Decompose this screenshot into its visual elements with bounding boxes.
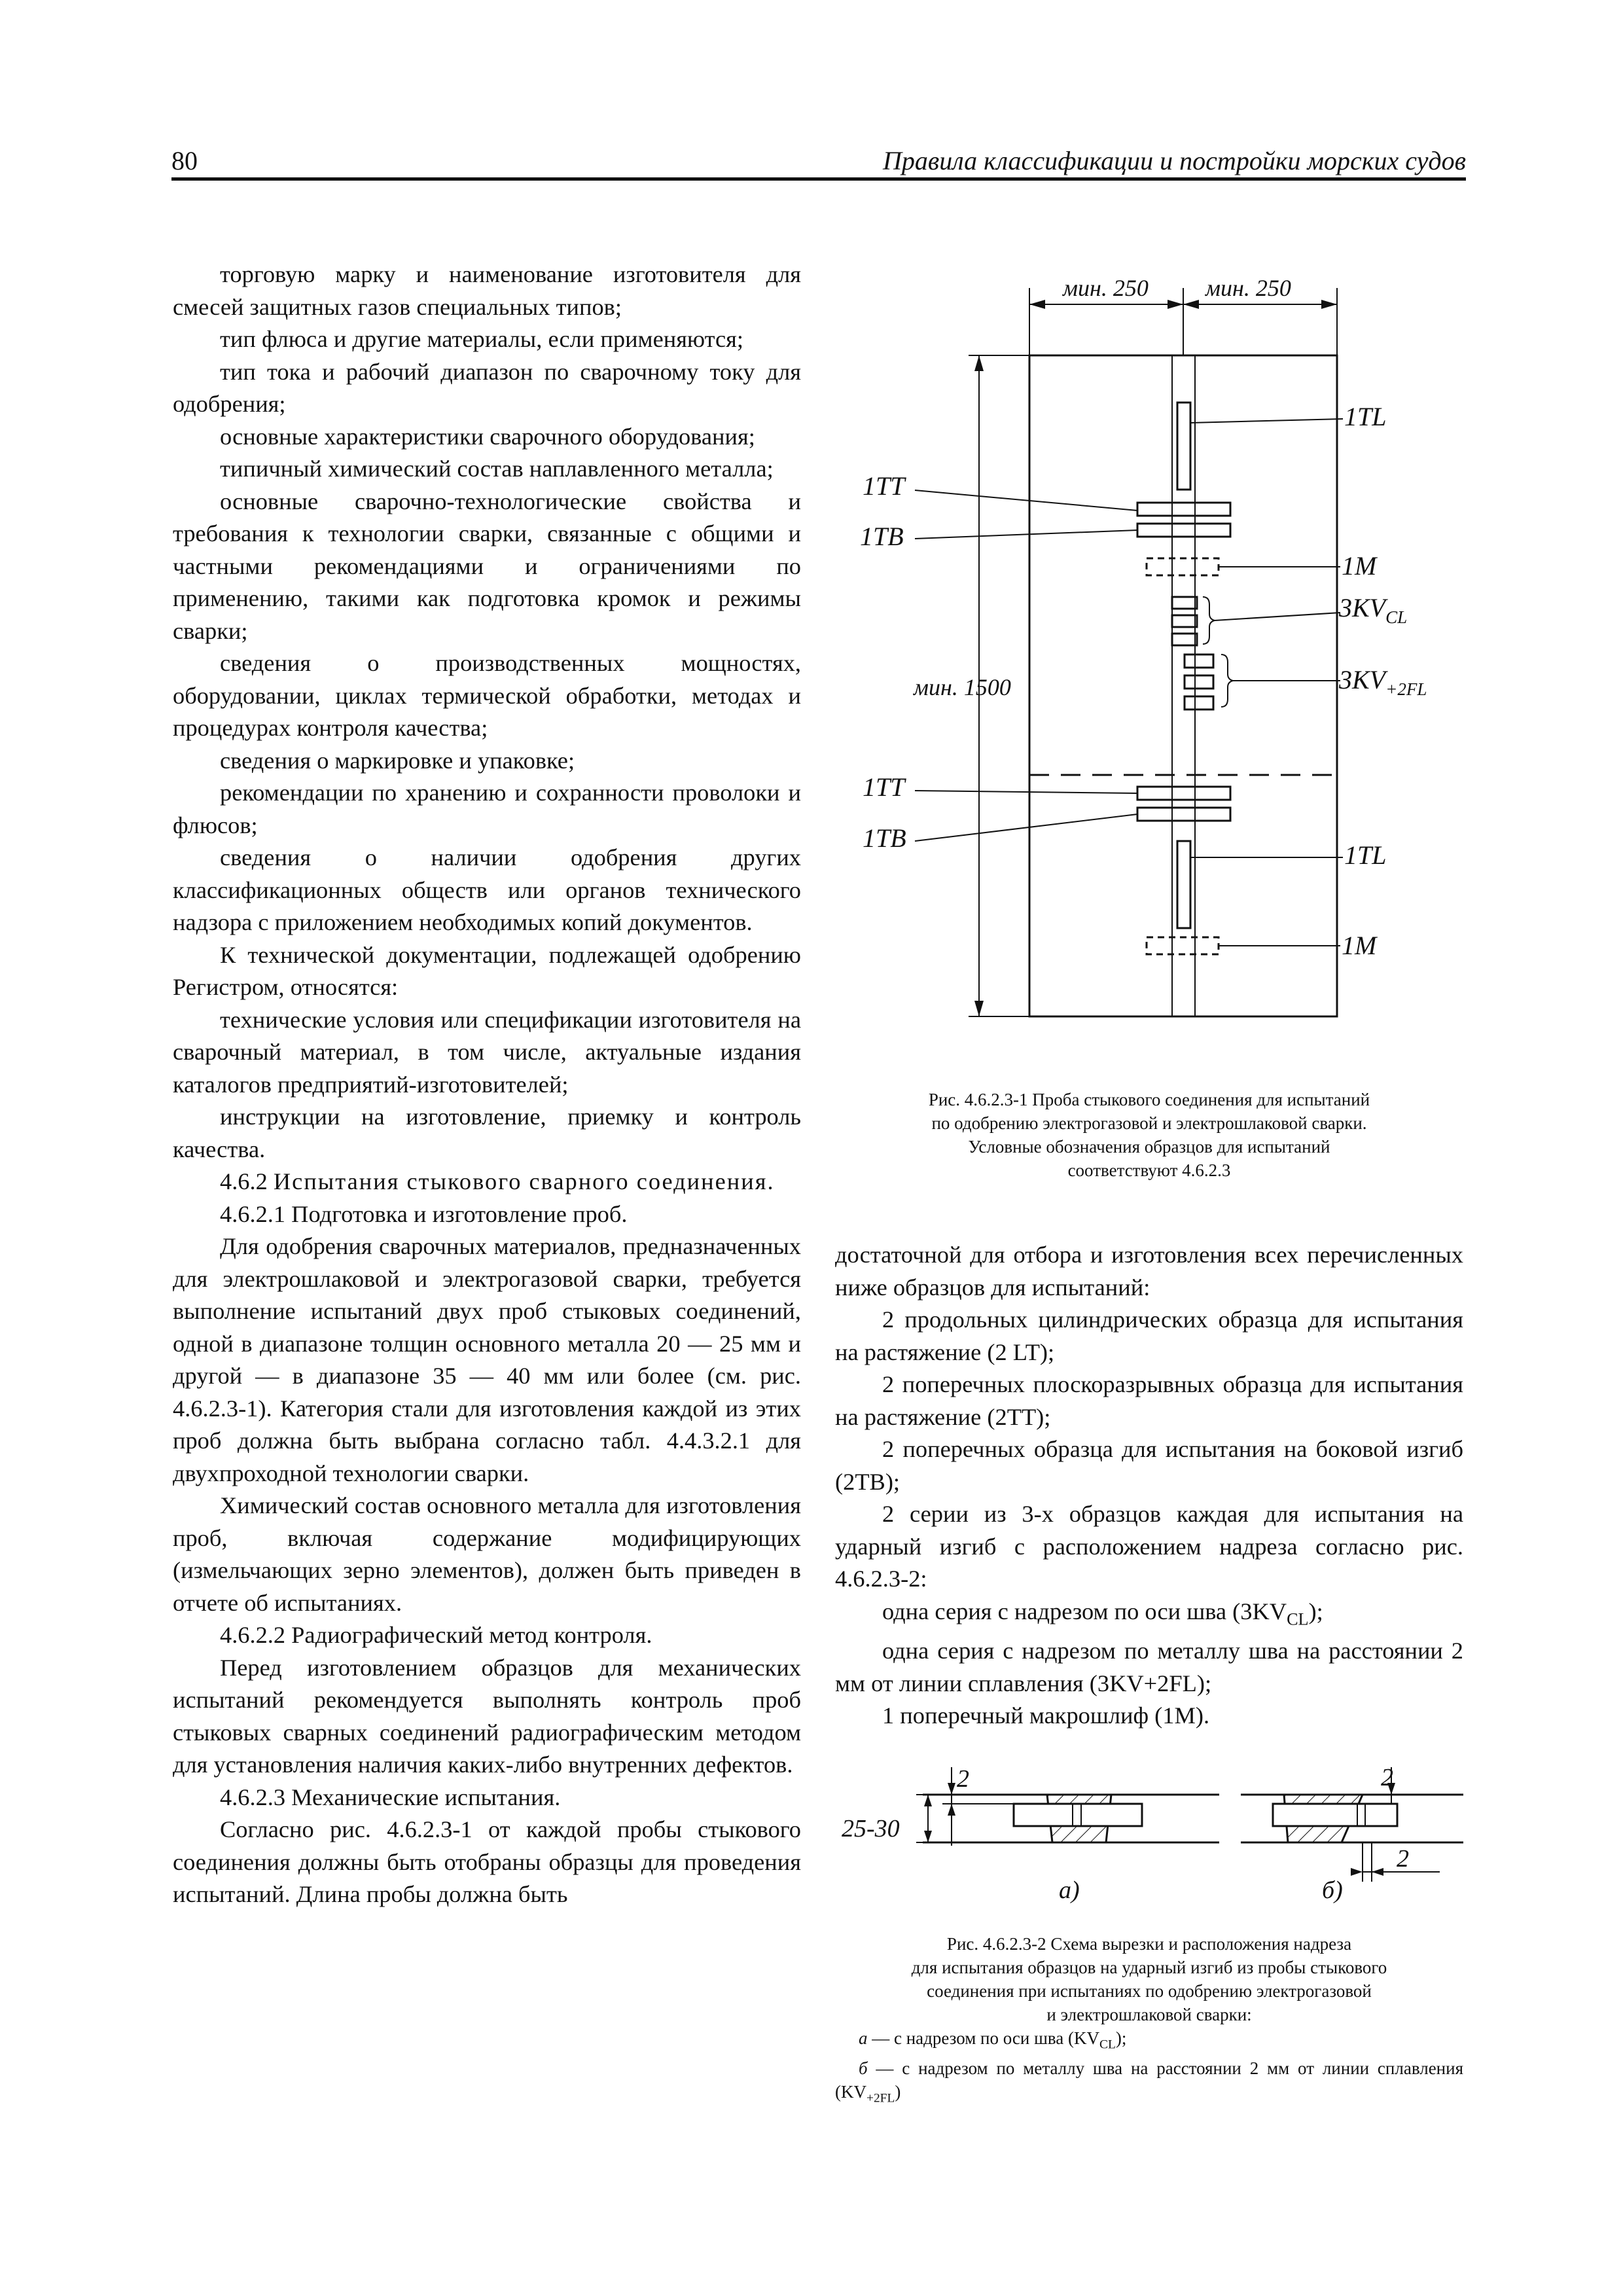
- label-1tl-top: 1TL: [1344, 402, 1387, 431]
- figure-butt-joint-specimen: [835, 259, 1463, 1077]
- label-1tt-bottom: 1TT: [863, 772, 905, 802]
- paragraph: К технической документации, подлежащей одобрению Регистром, относятся:: [173, 941, 801, 1000]
- variant-a-label: а): [1059, 1876, 1080, 1904]
- paragraph: 4.6.2.2 Радиографический метод контроля.: [220, 1622, 652, 1648]
- variant-b-label: б): [1322, 1876, 1343, 1904]
- header-rule: [171, 177, 1466, 181]
- paragraph: Химический состав основного металла для изготовления проб, включая содержание модифицирующих (измельчающих зерно элементов), должен быть приведен в отчете об испытаниях.: [173, 1492, 801, 1616]
- label-1tl-bottom: 1TL: [1344, 840, 1387, 870]
- dim-b-top-label: 2: [1381, 1764, 1393, 1791]
- paragraph: инструкции на изготовление, приемку и контроль качества.: [173, 1103, 801, 1162]
- page-header: [171, 145, 1466, 182]
- caption-line: и электрошлаковой сварки:: [1046, 2005, 1252, 2024]
- caption-line: Рис. 4.6.2.3-1 Проба стыкового соединения для испытаний: [928, 1090, 1370, 1109]
- paragraph: одна серия с надрезом по оси шва $(3KV_{CL})$;: [882, 1598, 1323, 1628]
- brace-kv-cl: [1203, 597, 1215, 644]
- paragraph: одна серия с надрезом по металлу шва на расстоянии 2 мм от линии сплавления (3KV+2FL);: [835, 1638, 1463, 1696]
- dim-thickness-label: 25-30: [842, 1815, 900, 1842]
- specimen-kv-2fl-2: [1185, 675, 1213, 689]
- page-number: 80: [171, 146, 198, 175]
- paragraph: основные сварочно-технологические свойства и требования к технологии сварки, связанные с общими и частными рекомендациями и ограничениями по применению, такими как подготовка кромок и режимы сварки;: [173, 488, 801, 644]
- paragraph: тип флюса и другие материалы, если применяются;: [220, 326, 743, 352]
- paragraph: тип тока и рабочий диапазон по сварочному току для одобрения;: [173, 358, 801, 417]
- caption-item-a: а — с надрезом по оси шва $(KV_{CL})$;: [859, 2028, 1127, 2052]
- paragraph: сведения о маркировке и упаковке;: [220, 747, 575, 774]
- paragraph: сведения о производственных мощностях, оборудовании, циклах термической обработки, методах и процедурах контроля качества;: [173, 650, 801, 741]
- variant-b: [1241, 1767, 1463, 1882]
- label-1m-top: 1M: [1342, 551, 1377, 581]
- specimen-1tt-top: [1137, 503, 1230, 516]
- caption-line: соответствуют 4.6.2.3: [1067, 1160, 1231, 1180]
- caption-line: Условные обозначения образцов для испытаний: [968, 1137, 1330, 1157]
- right-column: [835, 1239, 1463, 1732]
- caption-line: по одобрению электрогазовой и электрошлаковой сварки.: [931, 1113, 1367, 1133]
- specimen-kv-cl-2: [1172, 615, 1197, 627]
- paragraph: 2 серии из 3-х образцов каждая для испытания на ударный изгиб с расположением надреза согласно рис. 4.6.2.3-2:: [835, 1501, 1463, 1592]
- paragraph: рекомендации по хранению и сохранности проволоки и флюсов;: [173, 780, 801, 838]
- caption-item-b: б — с надрезом по металлу шва на расстоянии 2 мм от линии сплавления $(KV_{+2FL})$: [835, 2058, 1463, 2106]
- label-3kv-2fl: $3KV_{+2FL}$: [1339, 665, 1427, 699]
- paragraph: основные характеристики сварочного оборудования;: [220, 423, 755, 450]
- specimen-kv-2fl-3: [1185, 696, 1213, 709]
- left-column: [173, 259, 801, 1911]
- specimen-kv-cl-3: [1172, 634, 1197, 645]
- paragraph: Согласно рис. 4.6.2.3-1 от каждой пробы стыкового соединения должны быть отобраны образцы для проведения испытаний. Длина пробы должна быть: [173, 1816, 801, 1907]
- dim-right-label: мин. 250: [1205, 275, 1291, 301]
- paragraph: сведения о наличии одобрения других классификационных обществ или органов технического надзора с приложением необходимых копий документов.: [173, 844, 801, 935]
- specimen-kv-2fl-1: [1185, 655, 1213, 668]
- specimen-1m-bottom: [1147, 937, 1219, 954]
- paragraph: Перед изготовлением образцов для механических испытаний рекомендуется выполнять контроль проб стыковых сварных соединений радиографическим методом для установления наличия каких-либо внутренних дефектов.: [173, 1654, 801, 1778]
- dim-left-label: мин. 250: [1063, 275, 1149, 301]
- paragraph: типичный химический состав наплавленного металла;: [220, 456, 774, 482]
- section-title: Испытания стыкового сварного соединения.: [273, 1168, 775, 1194]
- specimen-a: [1014, 1804, 1142, 1826]
- paragraph: технические условия или спецификации изготовителя на сварочный материал, в том числе, актуальные издания каталогов предприятий-изготовителей;: [173, 1006, 801, 1098]
- dim-b-side-label: 2: [1397, 1845, 1409, 1873]
- specimen-1tt-bottom: [1137, 787, 1230, 800]
- specimen-1tb-bottom: [1137, 808, 1230, 821]
- label-1tb-top: 1TB: [860, 522, 904, 551]
- running-title: Правила классификации и постройки морских судов: [882, 146, 1466, 175]
- section-heading: [173, 1166, 801, 1198]
- specimen-1m-top: [1147, 558, 1219, 575]
- figure1-caption: [835, 1088, 1463, 1182]
- paragraph: 4.6.2.1 Подготовка и изготовление проб.: [220, 1200, 628, 1227]
- dim-a-notch-label: 2: [957, 1765, 969, 1793]
- specimen-1tl-top: [1177, 403, 1190, 490]
- brace-kv-2fl: [1221, 655, 1233, 707]
- caption-line: Рис. 4.6.2.3-2 Схема вырезки и расположения надреза: [946, 1934, 1352, 1954]
- paragraph: 4.6.2.3 Механические испытания.: [220, 1784, 561, 1810]
- label-1m-bottom: 1M: [1342, 931, 1377, 960]
- label-3kv-cl: $3KV_{CL}$: [1339, 593, 1408, 627]
- specimen-1tl-bottom: [1177, 841, 1190, 928]
- paragraph: 2 поперечных образца для испытания на боковой изгиб (2TB);: [835, 1436, 1463, 1495]
- section-number: 4.6.2: [220, 1168, 268, 1194]
- paragraph: 2 продольных цилиндрических образца для испытания на растяжение (2 LT);: [835, 1306, 1463, 1365]
- paragraph: 1 поперечный макрошлиф (1М).: [882, 1702, 1210, 1729]
- specimen-b: [1273, 1804, 1397, 1826]
- label-1tt-top: 1TT: [863, 471, 905, 501]
- caption-line: соединения при испытаниях по одобрению электрогазовой: [927, 1981, 1372, 2001]
- label-1tb-bottom: 1TB: [863, 823, 906, 853]
- paragraph: Для одобрения сварочных материалов, предназначенных для электрошлаковой и электрогазовой сварки, требуется выполнение испытаний двух проб стыковых соединений, одной в диапазоне толщин основного металла 20 — 25 мм и другой — в диапазоне 35 — 40 мм или более (см. рис. 4.6.2.3-1). Категория стали для изготовления каждой из этих проб должна быть выбрана согласно табл. 4.4.3.2.1 для двухпроходной технологии сварки.: [173, 1233, 801, 1486]
- test-plate: [1029, 355, 1337, 1016]
- paragraph: торговую марку и наименование изготовителя для смесей защитных газов специальных типов;: [173, 261, 801, 320]
- paragraph: достаточной для отбора и изготовления всех перечисленных ниже образцов для испытаний:: [835, 1242, 1463, 1300]
- figure-notch-location: [835, 1761, 1463, 1932]
- specimen-1tb-top: [1137, 524, 1230, 537]
- figure2-caption: [835, 1932, 1463, 2111]
- caption-line: для испытания образцов на ударный изгиб из пробы стыкового: [911, 1958, 1387, 1977]
- paragraph: 2 поперечных плоскоразрывных образца для испытания на растяжение (2TT);: [835, 1371, 1463, 1430]
- dim-height-label: мин. 1500: [914, 674, 1011, 700]
- specimen-kv-cl-1: [1172, 597, 1197, 609]
